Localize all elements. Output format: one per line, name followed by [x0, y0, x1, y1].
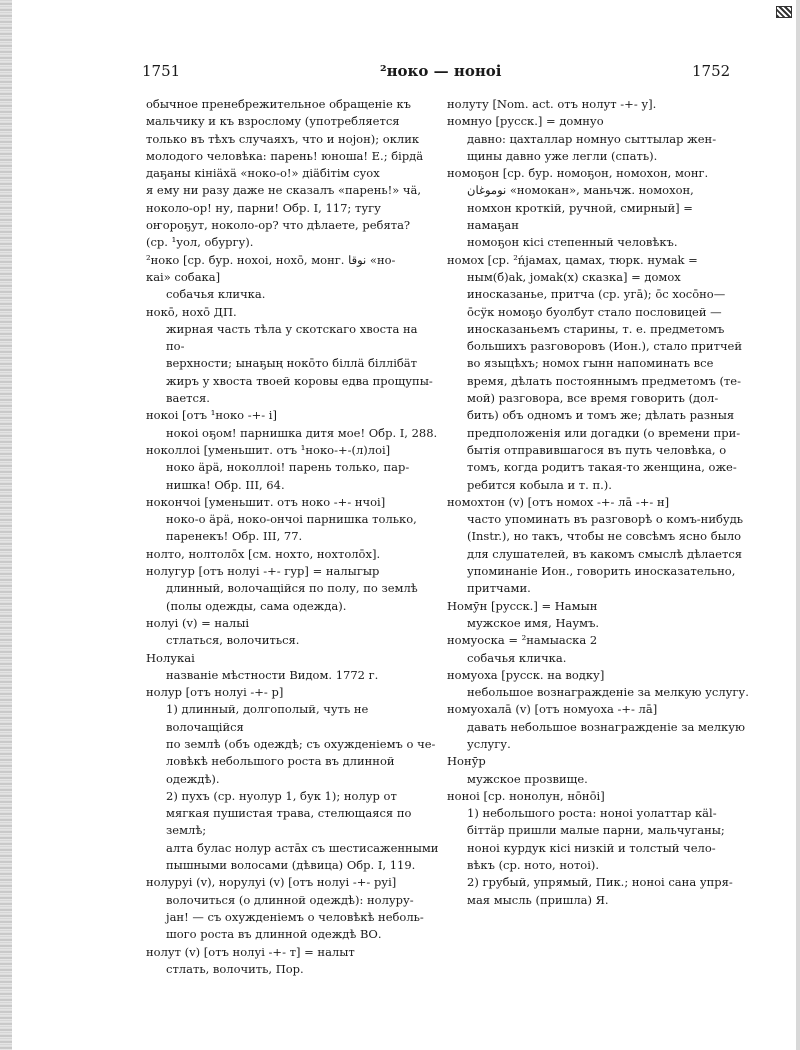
entry-headword-line: нолуi (v) = налыi	[146, 615, 250, 630]
entry-headword-line: номуоха [русск. на водку]	[447, 667, 605, 682]
entry-headword-line: ²ноко [ср. бур. нохоi, нохō, монг. ﻧﻮﻗﺎ «но-	[146, 252, 396, 267]
entry-text-line: ным(б)аk, jомаk(х) сказка] = домох	[467, 269, 681, 284]
entry-text-line: ноко-о äрä, ноко-ончоi парнишка только,	[166, 512, 417, 527]
entry-text-line: собачья кличка.	[467, 650, 567, 665]
entry-text-line: мая мысль (пришла) Я.	[467, 892, 609, 907]
entry-text-line: упоминанiе Ион., говорить иносказательно,	[467, 564, 736, 579]
entry-text-line: иносказаньемъ старины, т. е. предметомъ	[467, 321, 725, 336]
entry-headword-line: нолто, нолтолōх [см. нохто, нохтолōх].	[146, 546, 381, 561]
entry-headword-line: нонoi [ср. нонолун, нōнōi]	[447, 788, 605, 803]
entry-text-line: по землѣ (объ одеждѣ; съ охужденіемъ о че-	[166, 736, 436, 751]
entry-text-line: намаҕан	[467, 218, 519, 233]
page-number-right: 1752	[692, 62, 731, 80]
right-column	[447, 96, 785, 909]
entry-text-line: названіе мѣстности Видом. 1772 г.	[166, 667, 379, 682]
entry-headword-line: нолур [отъ нолуi -+- р]	[146, 685, 284, 700]
entry-text-line: томъ, когда родитъ такая-то женщина, оже-	[467, 460, 737, 475]
entry-text-line: мальчику и къ взрослому (употребляется	[146, 114, 400, 129]
entry-text-line: (Instr.), но такъ, чтобы не совсѣмъ ясно было	[467, 529, 742, 544]
entry-text-line: вѣкъ (ср. нотo, нотоi).	[467, 858, 600, 873]
entry-headword-line: номоҕон [ср. бур. номоҕон, номохон, монг.	[447, 166, 709, 181]
entry-text-line: ﻧﻮﻣﻮﻏﺎﻥ «номокан», маньчж. номохон,	[467, 183, 694, 198]
entry-headword-line: нолуту [Nom. act. отъ нолут -+- у].	[447, 97, 657, 111]
entry-text-line: давно: цахталлар номнуо сыттылар жен-	[467, 131, 717, 146]
entry-headword-line: Номӯн [русск.] = Намын	[447, 598, 598, 613]
entry-text-line: стлаться, волочиться.	[166, 633, 300, 648]
entry-text-line: нонoi курдук кiсi низкiй и толстый чело-	[467, 840, 716, 855]
entry-text-line: бiттäр пришли малые парни, мальчуганы;	[467, 823, 725, 838]
entry-text-line: оҥороҕут, ноколо-ор? что дѣлаете, ребята?	[146, 218, 411, 233]
entry-text-line: притчами.	[467, 581, 531, 596]
entry-headword-line: нолут (v) [отъ нолуi -+- т] = налыт	[146, 944, 355, 959]
entry-text-line: мой) разговора, все время говорить (дол-	[467, 391, 719, 406]
entry-text-line: услугу.	[467, 736, 511, 751]
entry-headword-line: номох [ср. ²ńjамах, цамах, тюрк. нумаk =	[447, 252, 698, 267]
entry-text-line: большихъ разговоровъ (Ион.), стало притчей	[467, 339, 743, 354]
entry-text-line: нишка! Обр. III, 64.	[166, 477, 285, 492]
entry-text-line: мужское прозвище.	[467, 771, 588, 786]
entry-text-line: (полы одежды, сама одежда).	[166, 598, 347, 613]
entry-text-line: давать небольшое вознагражденiе за мелкую	[467, 719, 746, 734]
entry-text-line: ребится кобыла и т. п.).	[467, 477, 612, 492]
entry-text-line: бить) объ одномъ и томъ же; дѣлать разныя	[467, 408, 735, 423]
entry-text-line: молодого человѣка: парень! юноша! Е.; бірдä	[146, 148, 424, 163]
entry-text-line: вается.	[166, 391, 210, 406]
entry-headword-line: ноколлоi [уменьшит. отъ ¹ноко-+-(л)лоi]	[146, 442, 391, 457]
page-edge-right	[796, 0, 800, 1050]
entry-headword-line: нокō, нохō ДП.	[146, 304, 237, 319]
entry-headword-line: Нолукаi	[146, 650, 195, 665]
entry-text-line: шого роста въ длинной одеждѣ ВО.	[166, 927, 382, 942]
entry-text-line: алта булас нолур астāх съ шестисаженными	[166, 840, 439, 855]
page-number-left: 1751	[142, 62, 181, 80]
entry-text-line: собачья кличка.	[166, 287, 266, 302]
entry-text-line: 1) небольшого роста: нонoi уолаттар кäl-	[467, 806, 717, 821]
entry-text-line: 1) длинный, долгополый, чуть не волочащійся	[166, 702, 369, 734]
entry-text-line: жирная часть тѣла у скотскаго хвоста на по-	[166, 321, 418, 354]
entry-text-line: я ему ни разу даже не сказалъ «парень!» чä,	[146, 183, 422, 198]
entry-text-line: время, дѣлать постояннымъ предметомъ (те-	[467, 373, 741, 388]
entry-text-line: номоҕон кiсi степенный человѣкъ.	[467, 235, 678, 250]
entry-text-line: мужское имя, Наумъ.	[467, 615, 600, 630]
page-header	[0, 62, 800, 84]
entry-text-line: длинный, волочащійся по полу, по землѣ	[166, 581, 418, 596]
entry-text-line: небольшое вознагражденiе за мелкую услугу.	[467, 685, 749, 700]
entry-text-line: ōсӱк номоҕо буолбут стало пословицей —	[467, 304, 722, 319]
entry-headword-line: номуохалā (v) [отъ номуоха -+- лā]	[447, 702, 658, 717]
entry-text-line: даҕаны кініäхä «ноко-о!» дiäбiтiм суох	[146, 166, 380, 181]
page-edge-left	[0, 0, 12, 1050]
entry-text-line: ноколо-ор! ну, парни! Обр. I, 117; тугу	[146, 200, 381, 215]
entry-text-line: каi» собака]	[146, 269, 221, 284]
entry-text-line: обычное пренебрежительное обращеніе къ	[146, 97, 411, 111]
entry-text-line: нокоi оҕом! парнишка дитя мое! Обр. I, 288.	[166, 425, 438, 440]
entry-headword-line: нокоi [отъ ¹ноко -+- i]	[146, 408, 277, 423]
entry-text-line: бытiя отправившагося въ путь человѣка, о	[467, 442, 727, 457]
entry-text-line: 2) пухъ (ср. нуолур 1, бук 1); нолур от	[166, 788, 397, 803]
entry-headword-line: номнуо [русск.] = домнуо	[447, 114, 604, 129]
running-title: ²ноко — нонoi	[380, 62, 502, 80]
entry-text-line: волочиться (о длинной одеждѣ): нолуру-	[166, 892, 414, 907]
entry-headword-line: Нонӯр	[447, 754, 486, 769]
entry-text-line: номхон кроткiй, ручной, смирный] =	[467, 200, 693, 215]
corner-mark-icon	[776, 6, 792, 18]
entry-headword-line: нокончоi [уменьшит. отъ ноко -+- нчоi]	[146, 494, 386, 509]
entry-text-line: для слушателей, въ какомъ смыслѣ дѣлается	[467, 546, 743, 561]
entry-text-line: jан! — съ охужденіемъ о человѣкѣ неболь-	[166, 909, 424, 924]
entry-headword-line: нолугур [отъ нолуi -+- гур] = налыгыр	[146, 564, 380, 579]
left-column	[146, 96, 439, 978]
entry-text-line: только въ тѣхъ случаяхъ, что и ноjон); оклик	[146, 131, 420, 146]
entry-text-line: предположенія или догадки (о времени при-	[467, 425, 741, 440]
entry-headword-line: номохтон (v) [отъ номох -+- лā -+- н]	[447, 494, 670, 509]
entry-text-line: паренекъ! Обр. III, 77.	[166, 529, 303, 544]
entry-text-line: ноко äрä, ноколлоi! парень только, пар-	[166, 460, 410, 475]
entry-text-line: во языцѣхъ; номох гынн напоминать все	[467, 356, 714, 371]
entry-text-line: ловѣкѣ небольшого роста въ длинной одеждѣ).	[166, 754, 395, 786]
entry-headword-line: номуоска = ²намыаска 2	[447, 633, 598, 648]
entry-text-line: щины давно уже легли (спать).	[467, 148, 658, 163]
entry-text-line: 2) грубый, упрямый, Пик.; нонoi сана упря-	[467, 875, 733, 890]
entry-text-line: часто упоминать въ разговорѣ о комъ-нибудь	[467, 512, 744, 527]
entry-text-line: жиръ у хвоста твоей коровы едва прощупы-	[166, 373, 433, 388]
entry-text-line: верхности; ынаҕың нокōто бiллä бiллiбäт	[166, 356, 418, 371]
entry-text-line: мягкая пушистая трава, стелющаяся по землѣ;	[166, 806, 412, 838]
entry-text-line: иносказанье, притча (ср. угā); ōс хосōно—	[467, 287, 726, 302]
entry-text-line: стлать, волочить, Пор.	[166, 961, 304, 976]
entry-headword-line: нолуруi (v), норулуi (v) [отъ нолуi -+- руi]	[146, 875, 397, 890]
entry-text-line: (ср. ¹уол, обургу).	[146, 235, 254, 250]
entry-text-line: пышными волосами (дѣвица) Обр. I, 119.	[166, 858, 416, 873]
